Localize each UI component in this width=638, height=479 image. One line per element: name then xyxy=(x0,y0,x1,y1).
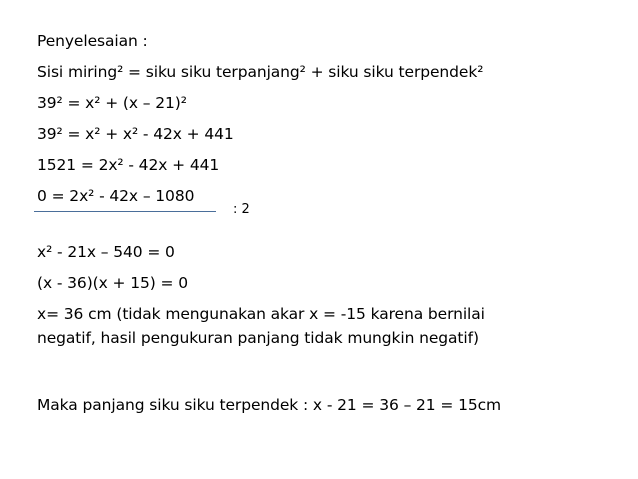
conclusion-line: Maka panjang siku siku terpendek : x - 21 = 36 – 21 = 15cm xyxy=(37,396,502,414)
division-label: : 2 xyxy=(233,202,250,217)
division-line xyxy=(34,211,216,212)
equation-step-5: x² - 21x – 540 = 0 xyxy=(37,243,175,261)
equation-step-3: 1521 = 2x² - 42x + 441 xyxy=(37,156,220,174)
result-line-1: x= 36 cm (tidak mengunakan akar x = -15 karena bernilai xyxy=(37,305,485,323)
equation-step-2: 39² = x² + x² - 42x + 441 xyxy=(37,125,234,143)
result-line-2: negatif, hasil pengukuran panjang tidak mungkin negatif) xyxy=(37,329,479,347)
equation-pythagoras: Sisi miring² = siku siku terpanjang² + siku siku terpendek² xyxy=(37,63,484,81)
equation-factored: (x - 36)(x + 15) = 0 xyxy=(37,274,188,292)
solution-heading: Penyelesaian : xyxy=(37,32,148,50)
equation-step-1: 39² = x² + (x – 21)² xyxy=(37,94,187,112)
equation-step-4: 0 = 2x² - 42x – 1080 xyxy=(37,187,195,205)
